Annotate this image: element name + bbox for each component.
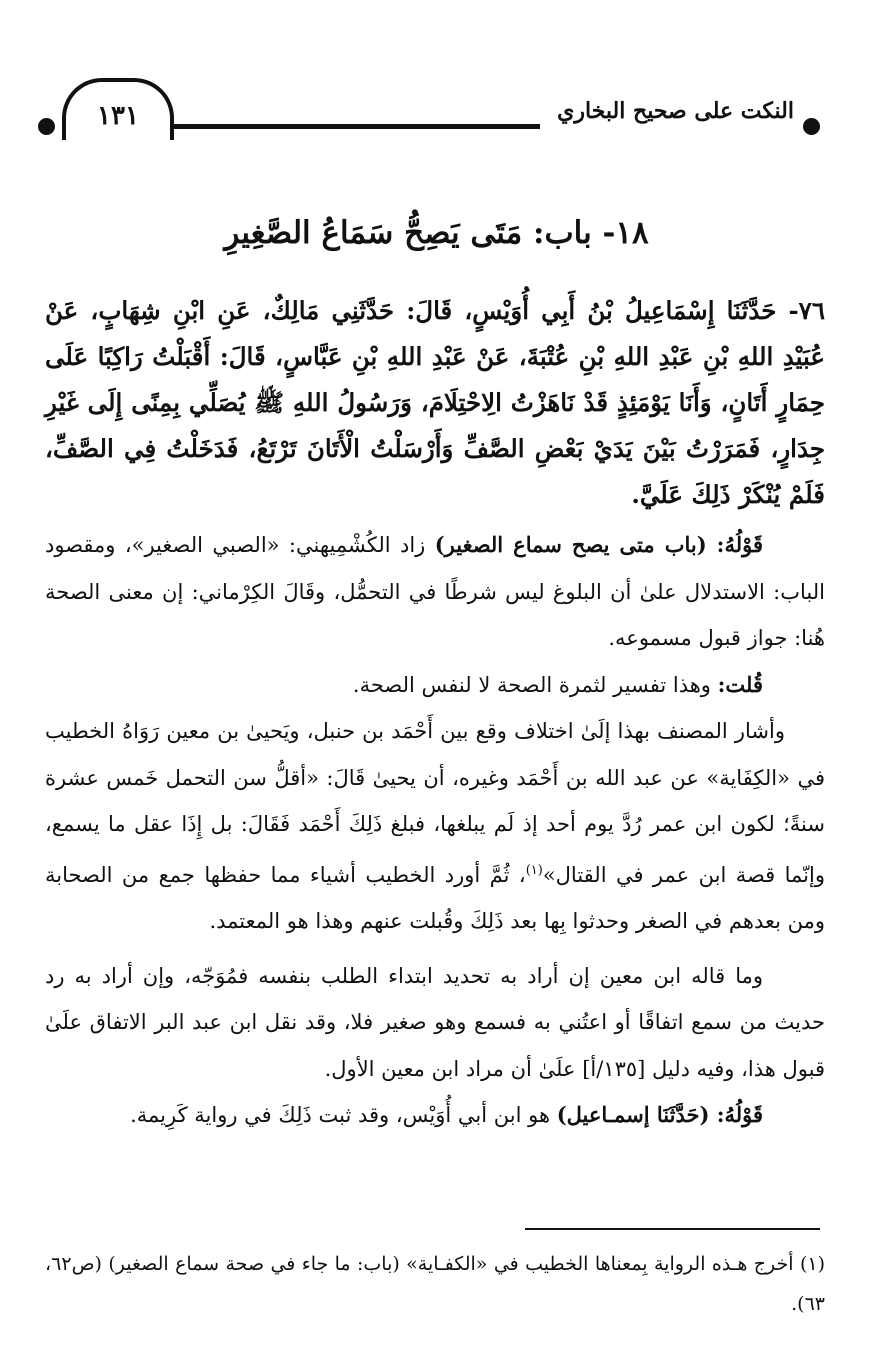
commentary-body	[45, 522, 825, 1139]
footnote-1	[45, 1244, 825, 1324]
page-number: ١٣١	[97, 101, 139, 131]
paragraph-5-text: هو ابن أبي أُوَيْس، وقد ثبت ذَلِكَ في رواية كَرِيمة.	[130, 1103, 557, 1127]
header-dot-left	[38, 118, 55, 135]
page-number-tab	[62, 78, 174, 140]
paragraph-1-text: زاد الكُشْمِيهني: «الصبي الصغير»، ومقصود الباب: الاستدلال علىٰ أن البلوغ ليس شرطًا في التحمُّل، وقَالَ الكِرْماني: إن معنى الصحة هُنا: جواز قبول مسموعه.	[45, 533, 825, 650]
chapter-heading: ١٨- باب: مَتَى يَصِحُّ سَمَاعُ الصَّغِيرِ	[224, 215, 649, 251]
commentary-paragraph-1	[45, 522, 825, 662]
commentary-paragraph-5	[45, 1092, 825, 1139]
running-header	[30, 78, 820, 158]
footnote-text: أخرج هـذه الرواية بِمعناها الخطيب في «الكفـاية» (باب: ما جاء في صحة سماع الصغير) (ص٦٢، ٦٣).	[45, 1253, 825, 1315]
header-dot-right	[803, 118, 820, 135]
commentary-paragraph-4: وما قاله ابن معين إن أراد به تحديد ابتداء الطلب بنفسه فمُوَجّه، وإن أراد به رد حديث من سمع اتفاقًا أو اعتُني به فسمع وهو صغير فلا، وقد نقل ابن عبد البر الاتفاق علَىٰ قبول هذا، وفيه دليل [١٣٥/أ] علَىٰ أن مراد ابن معين الأول.	[45, 963, 825, 1081]
qultu-label: قُلت:	[717, 671, 763, 697]
paragraph-2-text: وهذا تفسير لثمرة الصحة لا لنفس الصحة.	[352, 672, 718, 697]
hadith-text: ٧٦- حَدَّثَنَا إِسْمَاعِيلُ بْنُ أَبِي أُوَيْسٍ، قَالَ: حَدَّثَنِي مَالِكٌ، عَنِ ابْنِ شِهَابٍ، عَنْ عُبَيْدِ اللهِ بْنِ عَبْدِ اللهِ بْنِ عُتْبَةَ، عَنْ عَبْدِ اللهِ بْنِ عَبَّاسٍ، قَالَ: أَقْبَلْتُ رَاكِبًا عَلَى حِمَارٍ أَتَانٍ، وَأَنَا يَوْمَئِذٍ قَدْ نَاهَزْتُ الِاحْتِلَامَ، وَرَسُولُ اللهِ ﷺ يُصَلِّي بِمِنًى إِلَى غَيْرِ جِدَارٍ، فَمَرَرْتُ بَيْنَ يَدَيْ بَعْضِ الصَّفِّ وَأَرْسَلْتُ الْأَتَانَ تَرْتَعُ، فَدَخَلْتُ فِي الصَّفِّ، فَلَمْ يُنْكَرْ ذَلِكَ عَلَيَّ.	[45, 296, 825, 509]
commentary-paragraph-3	[45, 708, 825, 945]
book-title: النكت على صحيح البخاري	[557, 98, 794, 124]
footnote-ref-1[interactable]: (١)	[525, 862, 543, 878]
footnote-separator	[525, 1228, 820, 1230]
commentary-paragraph-2	[45, 662, 825, 709]
paragraph-3-text-b: ، ثُمَّ أورد الخطيب أشياء مما حفظها جمع من الصحابة ومن بعدهم في الصغر وحدثوا بِها بعد ذَلِكَ وقُبلت عنهم وهذا هو المعتمد.	[45, 862, 825, 933]
quoted-heading-1: قَوْلُهُ: (باب متى يصح سماع الصغير)	[434, 532, 763, 557]
footnote-marker: (١)	[799, 1253, 825, 1275]
quoted-heading-5: قَوْلُهُ: (حَدَّثَنَا إسمـاعيل)	[556, 1102, 763, 1127]
paragraph-3-text-a: وأشار المصنف بهذا إلَىٰ اختلاف وقع بين أَحْمَد بن حنبل، ويَحيىٰ بن معين رَوَاهُ الخطيب في «الكِفَاية» عن عبد الله بن أَحْمَد وغيره، أن يحيىٰ قَالَ: «أقلُّ سن التحمل خَمس عشرة سنةً؛ لكون ابن عمر رُدَّ يوم أحد إذ لَم يبلغها، فبلغ ذَلِكَ أَحْمَد فَقَالَ: بل إِذَا عقل ما يسمع، وإنّما قصة ابن عمر في القتال»	[45, 719, 826, 887]
